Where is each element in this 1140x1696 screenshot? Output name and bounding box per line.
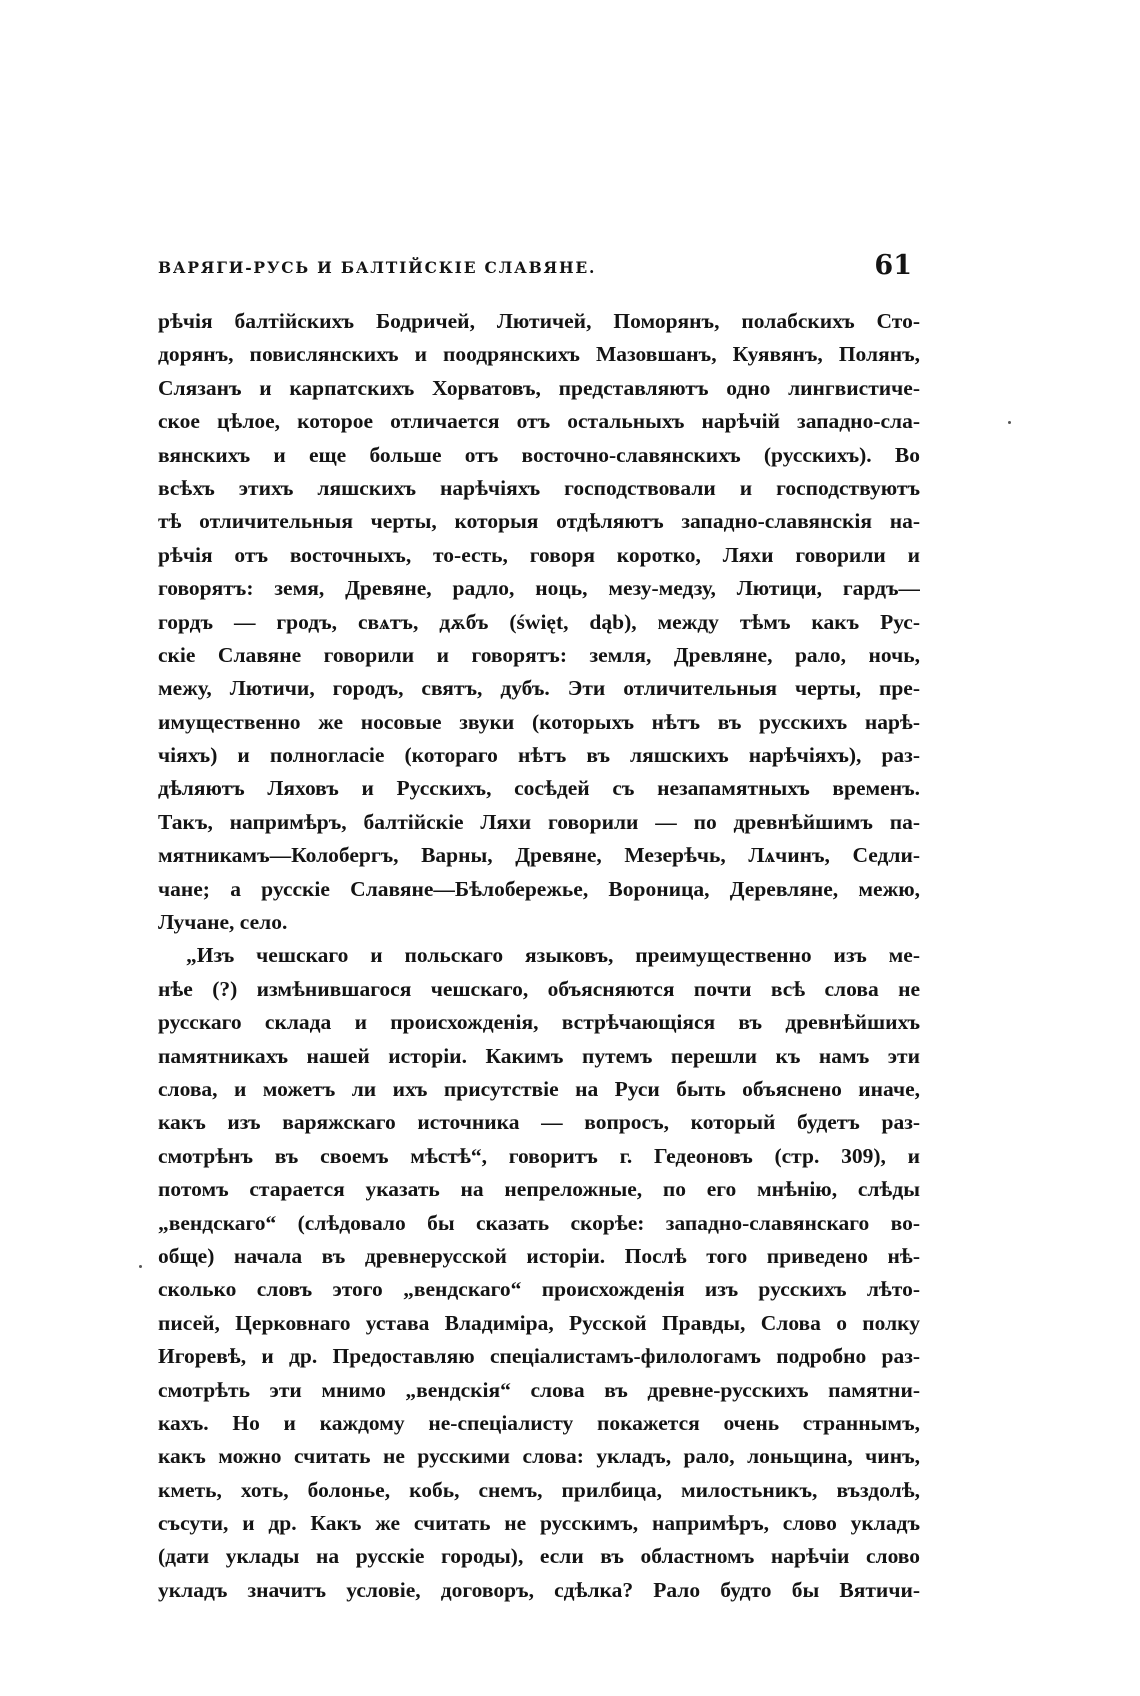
text-line: памятникахъ нашей исторіи. Какимъ путемъ перешли къ намъ эти [158,1043,920,1068]
text-line: скіе Славяне говорили и говорятъ: земля, Древляне, рало, ночь, [158,642,920,667]
text-line: (дати уклады на русскіе городы), если въ областномъ нарѣчіи слово [158,1544,920,1569]
text-line: рѣчія отъ восточныхъ, то-есть, говоря коротко, Ляхи говорили и [158,542,920,567]
text-line: дорянъ, повислянскихъ и поодрянскихъ Мазовшанъ, Куявянъ, Полянъ, [158,342,920,367]
text-line: Игоревѣ, и др. Предоставляю спеціалистамъ-филологамъ подробно раз- [158,1344,920,1369]
text-line: съсути, и др. Какъ же считать не русскимъ, напримѣръ, слово укладъ [158,1511,920,1536]
text-line: дѣляютъ Ляховъ и Русскихъ, сосѣдей съ незапамятныхъ временъ. [158,776,920,801]
running-title: ВАРЯГИ-РУСЬ И БАЛТІЙСКІЕ СЛАВЯНЕ. [158,258,597,277]
text-line: писей, Церковнаго устава Владиміра, Русской Правды, Слова о полку [158,1310,920,1335]
text-line: нѣе (?) измѣнившагося чешскаго, объясняются почти всѣ слова не [158,976,920,1001]
scan-speck [1008,421,1011,424]
text-line: чіяхъ) и полногласіе (котораго нѣтъ въ ляшскихъ нарѣчіяхъ), раз- [158,743,920,768]
text-line: тѣ отличительныя черты, которыя отдѣляютъ западно-славянскія на- [158,509,920,534]
text-line: русскаго склада и происхожденія, встрѣчающіяся въ древнѣйшихъ [158,1010,920,1035]
body-text [158,305,920,1607]
scan-speck [139,1265,142,1268]
text-line: слова, и можетъ ли ихъ присутствіе на Руси быть объяснено иначе, [158,1076,920,1101]
text-line: кметь, хоть, болонье, кобь, снемъ, прилбица, милостьникъ, въздолѣ, [158,1477,920,1502]
text-line: Слязанъ и карпатскихъ Хорватовъ, представляютъ одно лингвистиче- [158,375,920,400]
text-line: сколько словъ этого „вендскаго“ происхожденія изъ русскихъ лѣто- [158,1277,920,1302]
text-line: чане; а русскіе Славяне—Бѣлобережье, Вороница, Деревляне, межю, [158,876,920,901]
page-header [158,250,920,290]
text-line: кахъ. Но и каждому не-спеціалисту покажется очень страннымъ, [158,1410,920,1435]
page-number: 61 [874,250,912,281]
text-line: „вендскаго“ (слѣдовало бы сказать скорѣе: западно-славянскаго во- [158,1210,920,1235]
text-line: какъ изъ варяжскаго источника — вопросъ, который будетъ раз- [158,1110,920,1135]
text-line: какъ можно считать не русскими слова: укладъ, рало, лоньщина, чинъ, [158,1444,920,1469]
text-line: рѣчія балтійскихъ Бодричей, Лютичей, Поморянъ, полабскихъ Сто- [158,309,920,333]
text-line: Такъ, напримѣръ, балтійскіе Ляхи говорили — по древнѣйшимъ па- [158,809,920,834]
text-line: Лучане, село. [158,910,288,935]
text-line: говорятъ: земя, Древяне, радло, ноць, мезу-медзу, Лютици, гардъ— [158,576,920,601]
text-line: мятникамъ—Колобергъ, Варны, Древяне, Мезерѣчь, Лѧчинъ, Седли- [158,843,920,868]
text-line: имущественно же носовые звуки (которыхъ нѣтъ въ русскихъ нарѣ- [158,709,920,734]
text-line: ское цѣлое, которое отличается отъ остальныхъ нарѣчій западно-сла- [158,409,920,434]
text-line: межу, Лютичи, городъ, святъ, дубъ. Эти отличительныя черты, пре- [158,676,920,701]
text-line: смотрѣть эти мнимо „вендскія“ слова въ древне-русскихъ памятни- [158,1377,920,1402]
text-line: укладъ значитъ условіе, договоръ, сдѣлка? Рало будто бы Вятичи- [158,1577,920,1602]
text-line: смотрѣнъ въ своемъ мѣстѣ“, говоритъ г. Гедеоновъ (стр. 309), и [158,1143,920,1168]
text-line: потомъ старается указать на непреложные, по его мнѣнію, слѣды [158,1177,920,1202]
text-line: гордъ — гродъ, свѧтъ, дѫбъ (święt, dąb), между тѣмъ какъ Рус- [158,609,920,634]
text-line: „Изъ чешскаго и польскаго языковъ, преимущественно изъ ме- [186,943,920,968]
text-line: обще) начала въ древнерусской исторіи. Послѣ того приведено нѣ- [158,1243,920,1268]
text-line: всѣхъ этихъ ляшскихъ нарѣчіяхъ господствовали и господствуютъ [158,475,920,500]
text-line: вянскихъ и еще больше отъ восточно-славянскихъ (русскихъ). Во [158,442,920,467]
